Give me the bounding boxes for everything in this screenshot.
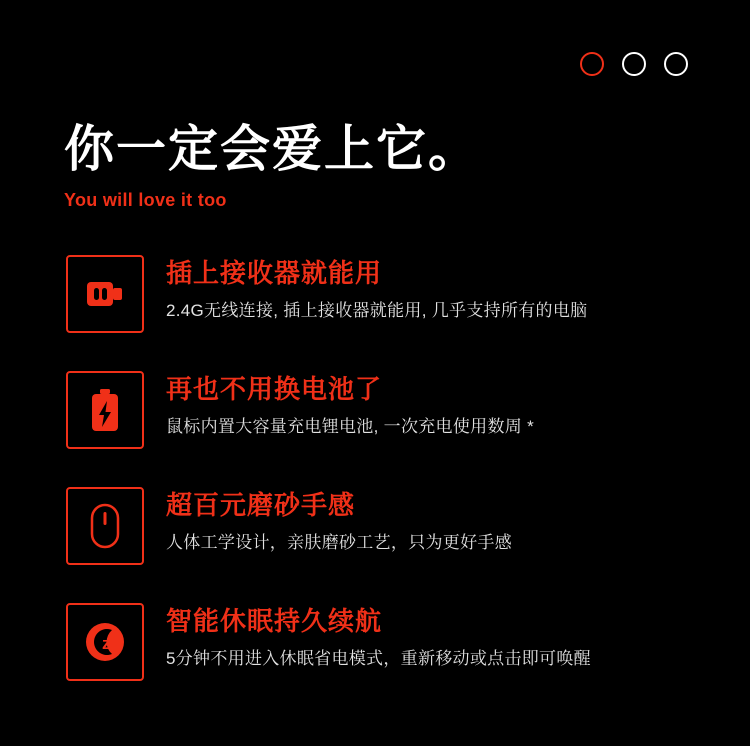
feature-list	[66, 253, 726, 717]
battery-bolt-icon	[66, 371, 144, 449]
mouse-icon	[66, 487, 144, 565]
carousel-dot-1[interactable]	[580, 52, 604, 76]
feature-item	[66, 369, 726, 485]
feature-desc: 鼠标内置大容量充电锂电池, 一次充电使用数周 *	[166, 417, 534, 436]
heading-block	[64, 118, 480, 211]
feature-desc: 人体工学设计，亲肤磨砂工艺，只为更好手感	[166, 533, 512, 552]
usb-receiver-icon	[66, 255, 144, 333]
feature-text	[166, 485, 512, 555]
feature-text	[166, 253, 587, 323]
feature-item	[66, 601, 726, 717]
feature-title: 智能休眠持久续航	[166, 606, 383, 636]
feature-desc: 5分钟不用进入休眠省电模式，重新移动或点击即可唤醒	[166, 649, 591, 668]
sleep-moon-icon	[66, 603, 144, 681]
feature-title: 插上接收器就能用	[166, 258, 383, 288]
feature-title: 再也不用换电池了	[166, 374, 383, 404]
feature-text	[166, 601, 591, 671]
feature-item	[66, 253, 726, 369]
page-subtitle: You will love it too	[64, 190, 227, 210]
carousel-dot-2[interactable]	[622, 52, 646, 76]
feature-desc: 2.4G无线连接, 插上接收器就能用, 几乎支持所有的电脑	[166, 301, 588, 320]
feature-title: 超百元磨砂手感	[166, 490, 356, 520]
feature-text	[166, 369, 534, 439]
carousel-dot-3[interactable]	[664, 52, 688, 76]
feature-item	[66, 485, 726, 601]
page-title: 你一定会爱上它。	[64, 121, 480, 177]
carousel-dots[interactable]	[580, 52, 688, 76]
svg-text:z: z	[102, 634, 111, 653]
